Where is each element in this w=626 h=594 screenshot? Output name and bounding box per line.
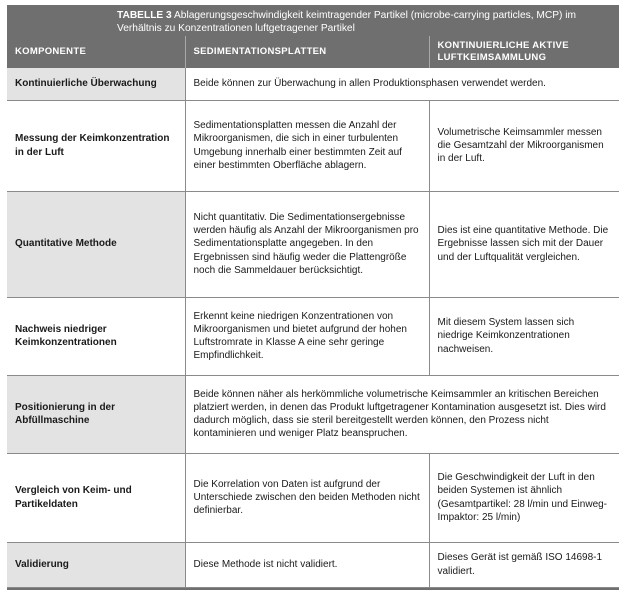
table-row [7, 68, 619, 100]
plates-cell: Die Korrelation von Daten ist aufgrund der Unterschiede zwischen den beiden Methoden nicht definierbar. [185, 453, 429, 542]
active-cell: Volumetrische Keimsammler messen die Gesamtzahl der Mikroorganismen in der Luft. [429, 100, 619, 191]
header-active-air-sampling: KONTINUIERLICHE AKTIVE LUFTKEIMSAMMLUNG [429, 36, 619, 68]
plates-cell: Erkennt keine niedrigen Konzentrationen von Mikroorganismen und bietet aufgrund der hohen Luftstromrate in Klasse A eine sehr geringe Empfindlichkeit. [185, 297, 429, 375]
component-cell: Messung der Keimkonzentration in der Luft [7, 100, 185, 191]
component-cell: Vergleich von Keim- und Partikeldaten [7, 453, 185, 542]
plates-cell: Diese Methode ist nicht validiert. [185, 542, 429, 587]
component-cell: Validierung [7, 542, 185, 587]
header-row [7, 36, 619, 68]
header-component: KOMPONENTE [7, 36, 185, 68]
comparison-table [7, 36, 619, 588]
table-row [7, 297, 619, 375]
merged-cell: Beide können zur Überwachung in allen Produktionsphasen verwendet werden. [185, 68, 619, 100]
table-container [7, 5, 619, 590]
active-cell: Dies ist eine quantitative Methode. Die Ergebnisse lassen sich mit der Dauer und der Luftqualität vergleichen. [429, 191, 619, 297]
component-cell: Kontinuierliche Überwachung [7, 68, 185, 100]
header-sedimentation-plates: SEDIMENTATIONSPLATTEN [185, 36, 429, 68]
table-row [7, 542, 619, 587]
table-row [7, 375, 619, 453]
plates-cell: Nicht quantitativ. Die Sedimentationsergebnisse werden häufig als Anzahl der Mikroorganismen pro Sedimentationsplatte angegeben. In den Ergebnissen sind häufig weder die Plattengröße noch die Sammeldauer berücksichtigt. [185, 191, 429, 297]
table-row [7, 100, 619, 191]
table-row [7, 453, 619, 542]
component-cell: Positionierung in der Abfüllmaschine [7, 375, 185, 453]
active-cell: Die Geschwindigkeit der Luft in den beiden Systemen ist ähnlich (Gesamtpartikel: 28 l/min und Einweg-Impaktor: 25 l/min) [429, 453, 619, 542]
active-cell: Dieses Gerät ist gemäß ISO 14698-1 validiert. [429, 542, 619, 587]
component-cell: Nachweis niedriger Keimkonzentrationen [7, 297, 185, 375]
caption-label: TABELLE 3 [117, 10, 172, 21]
caption-text: Ablagerungsgeschwindigkeit keimtragender Partikel (microbe-carrying particles, MCP) im Verhältnis zu Konzentrationen luftgetragener Partikel [117, 10, 576, 34]
component-cell: Quantitative Methode [7, 191, 185, 297]
table-bottom-rule [7, 588, 619, 590]
active-cell: Mit diesem System lassen sich niedrige Keimkonzentrationen nachweisen. [429, 297, 619, 375]
table-row [7, 191, 619, 297]
plates-cell: Sedimentationsplatten messen die Anzahl der Mikroorganismen, die sich in einer turbulenten Umgebung innerhalb einer bestimmten Zeit auf einer bestimmten Oberfläche ablagern. [185, 100, 429, 191]
merged-cell: Beide können näher als herkömmliche volumetrische Keimsammler an kritischen Bereichen platziert werden, in denen das Produkt luftgetragener Kontamination ausgesetzt ist. Dies wird dadurch möglich, dass sie steril bereitgestellt werden können, den Prozess nicht kontaminieren und weniger Platz beanspruchen. [185, 375, 619, 453]
table-caption [7, 5, 619, 36]
